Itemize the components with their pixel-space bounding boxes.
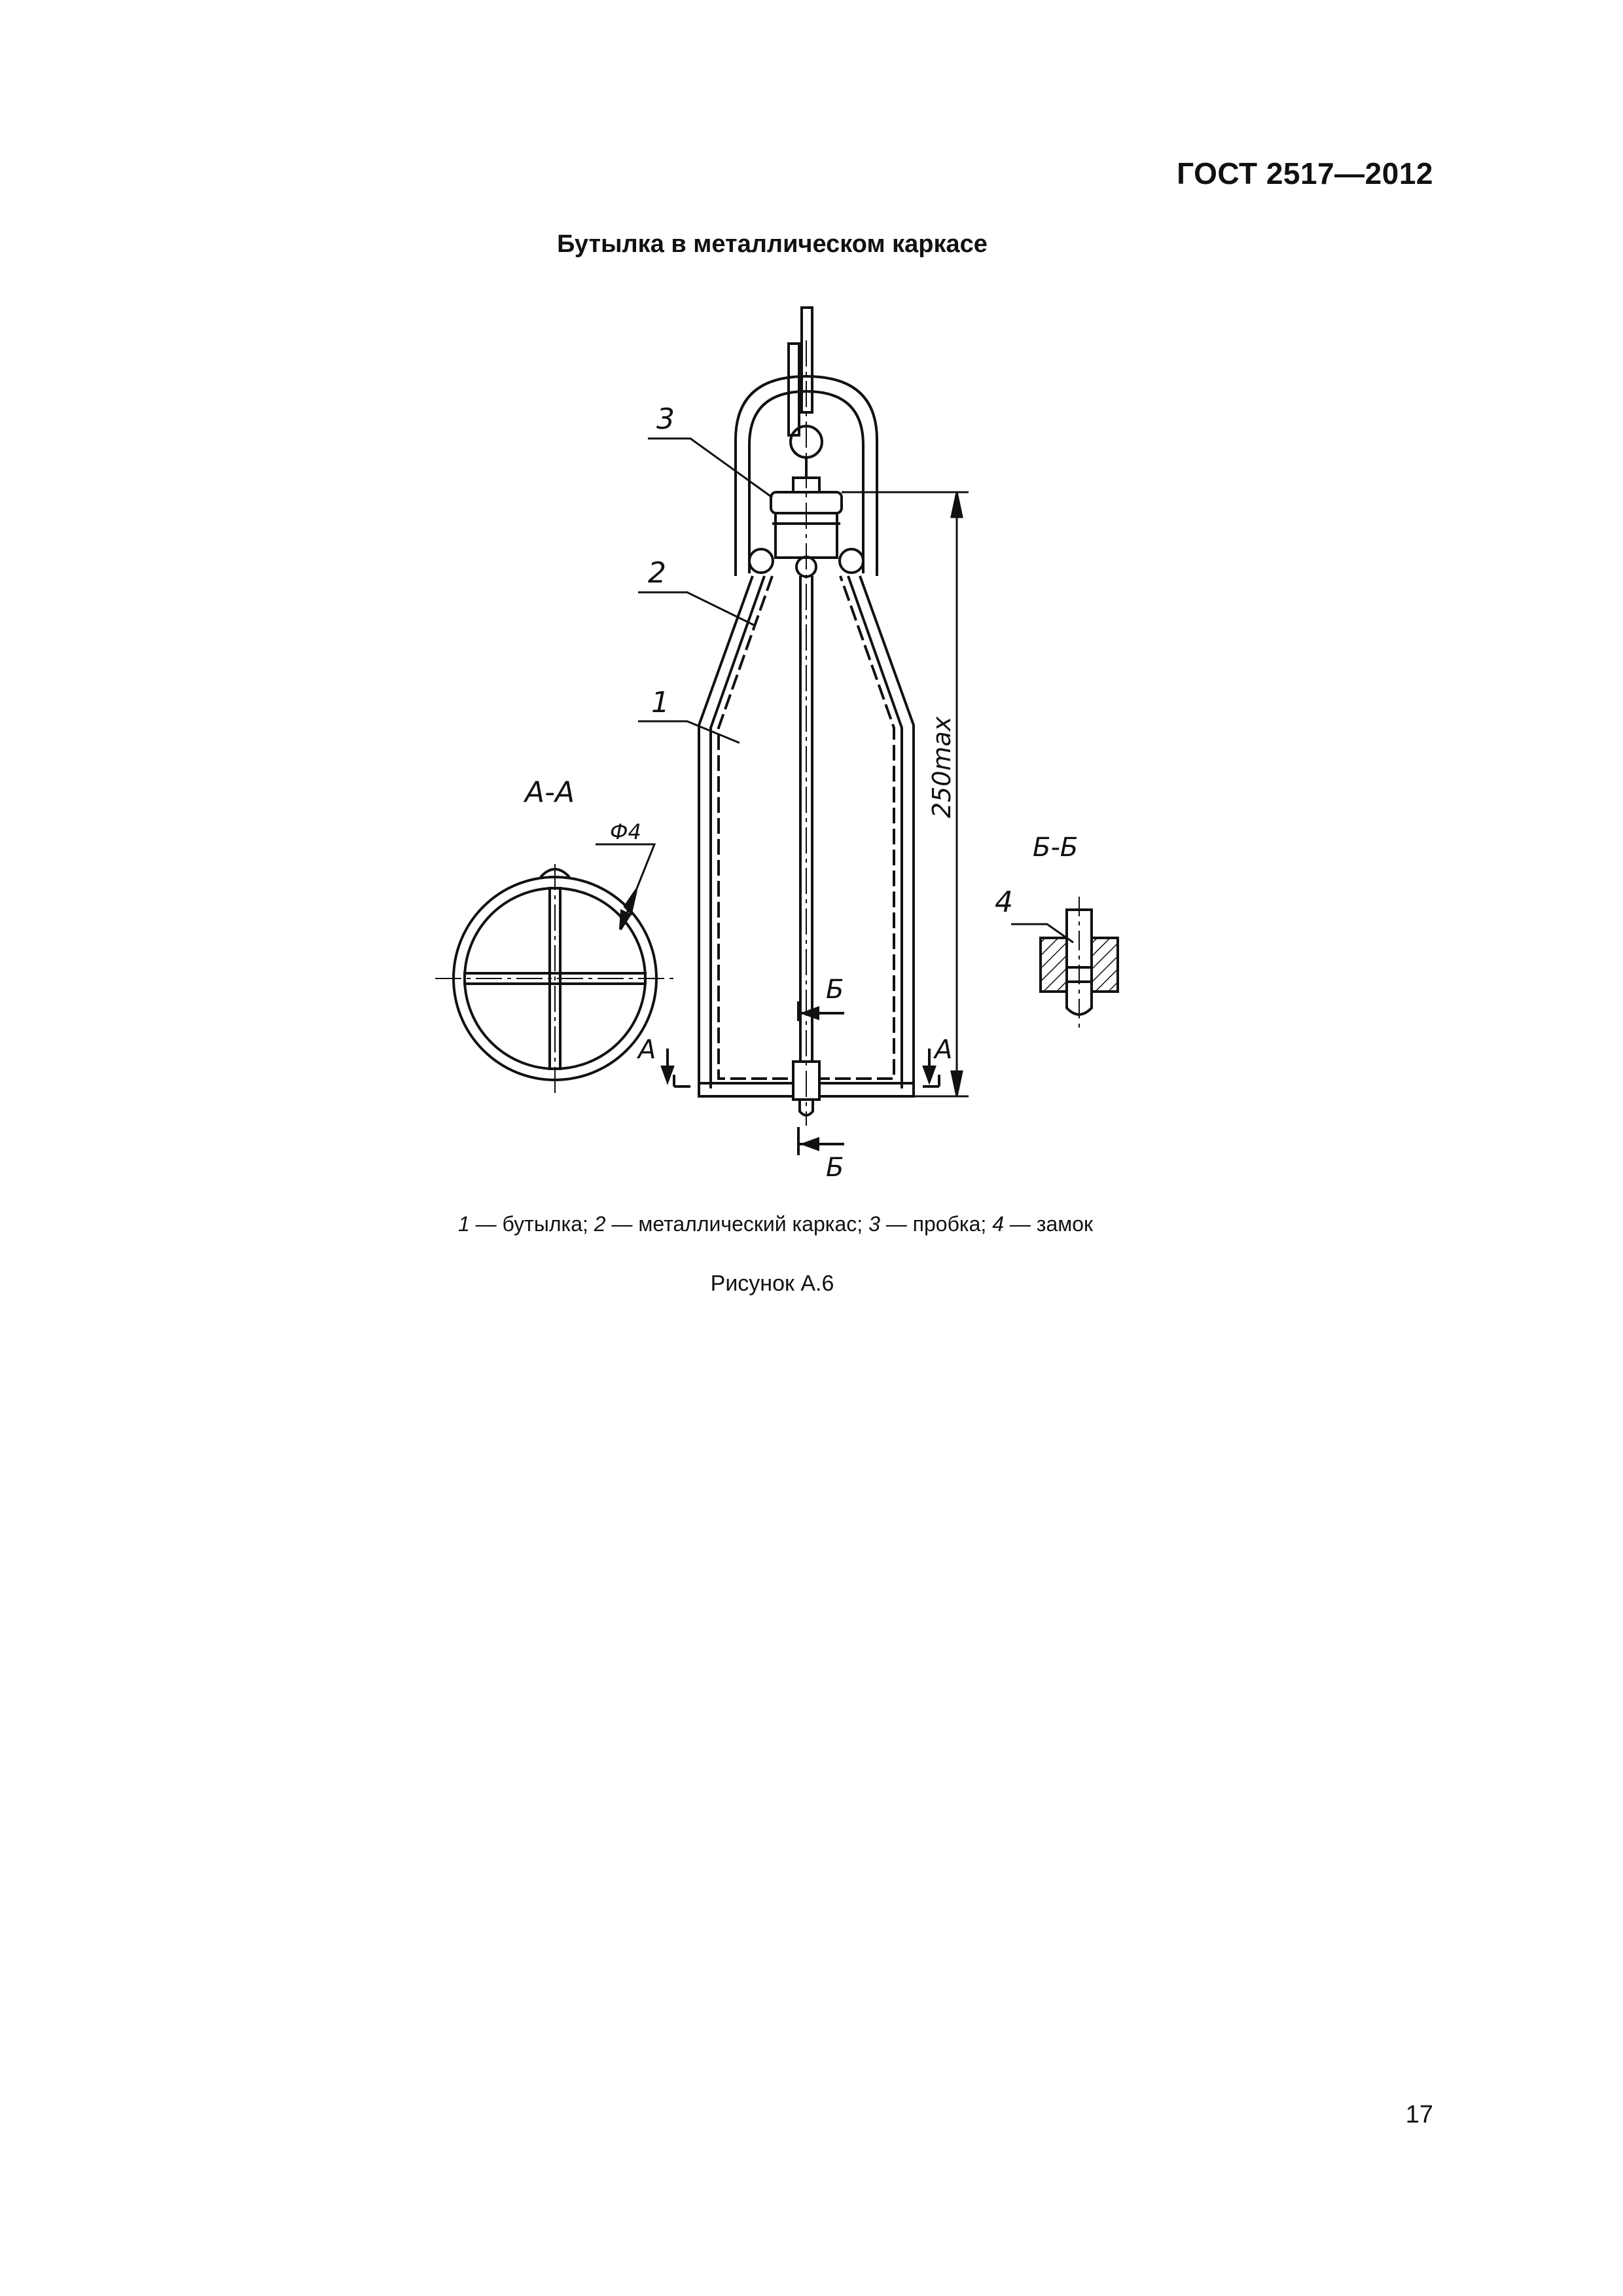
cut-a-left-label: А xyxy=(638,1035,656,1065)
legend-text-1: — бутылка; xyxy=(469,1212,594,1236)
section-aa-title: А-А xyxy=(525,776,575,809)
legend-text-4: — замок xyxy=(1003,1212,1094,1236)
cut-a-right-label: А xyxy=(935,1035,953,1065)
page-number: 17 xyxy=(1405,2101,1433,2128)
legend-num-4: 4 xyxy=(992,1212,1004,1236)
callout-4-label: 4 xyxy=(995,886,1013,919)
figure-title: Бутылка в металлическом каркасе xyxy=(557,230,988,258)
section-bb-title: Б-Б xyxy=(1033,833,1079,863)
suspension-rods xyxy=(789,308,812,435)
main-view xyxy=(638,308,969,1155)
callout-3-label: 3 xyxy=(656,403,675,436)
figure-number: Рисунок А.6 xyxy=(710,1271,834,1296)
section-bb-view xyxy=(1011,897,1118,1028)
legend-num-1: 1 xyxy=(457,1212,470,1236)
cut-b-bottom-label: Б xyxy=(826,1153,844,1183)
diameter-label: Ф4 xyxy=(610,819,641,844)
cut-b-top-label: Б xyxy=(826,975,844,1005)
legend-text-2: — металлический каркас; xyxy=(605,1212,869,1236)
legend-num-2: 2 xyxy=(594,1212,606,1236)
callout-1-label: 1 xyxy=(651,686,669,719)
height-dimension-label: 250max xyxy=(927,716,956,818)
figure-legend xyxy=(0,1212,1551,1236)
callout-2-label: 2 xyxy=(648,556,666,590)
document-code: ГОСТ 2517—2012 xyxy=(1177,156,1433,190)
legend-text-3: — пробка; xyxy=(880,1212,993,1236)
legend-num-3: 3 xyxy=(868,1212,880,1236)
